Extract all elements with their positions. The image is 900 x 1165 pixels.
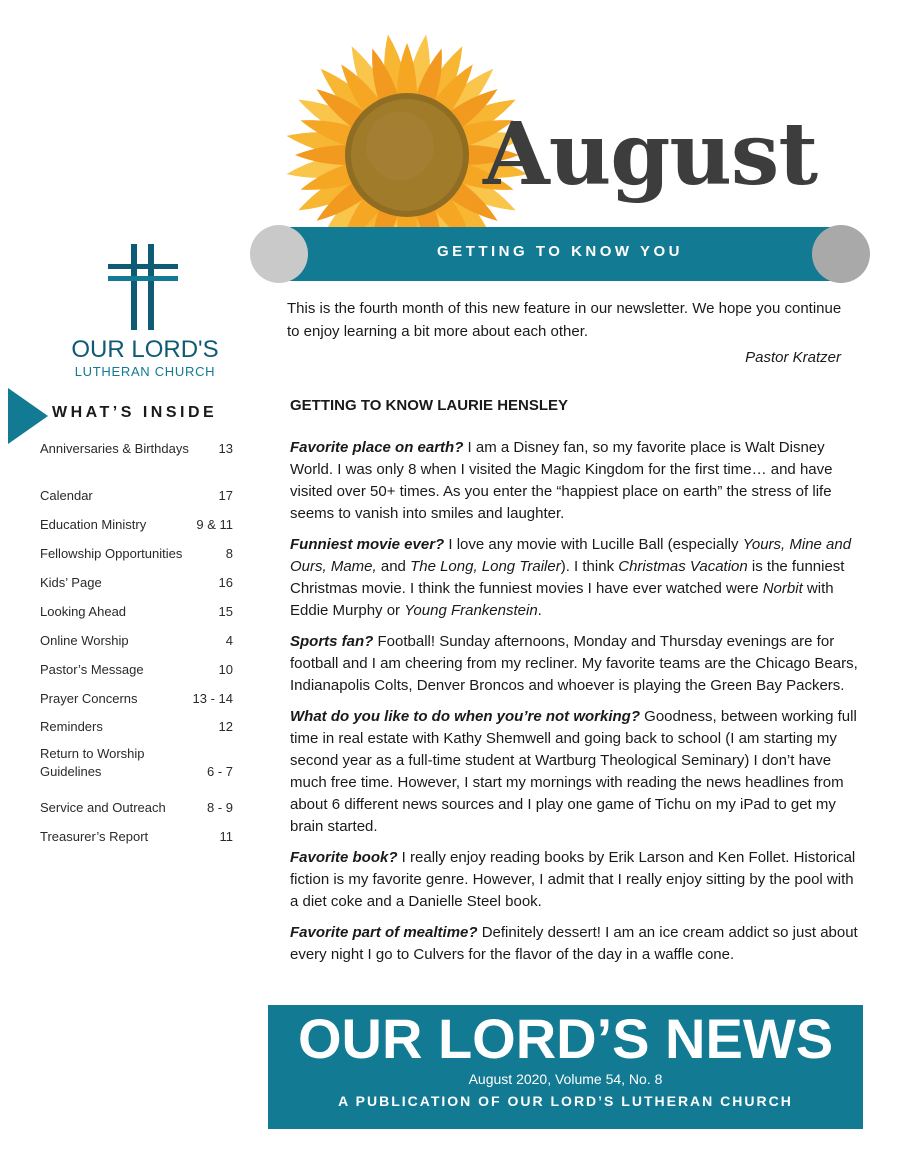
toc-item-page: 10 xyxy=(218,662,233,677)
toc-item xyxy=(40,828,235,846)
logo-subtitle: LUTHERAN CHURCH xyxy=(74,364,216,379)
qa-paragraph xyxy=(290,847,862,913)
qa-answer: I really enjoy reading books by Erik Larson and Ken Follet. Historical fiction is my favorite genre. However, I admit that I really enjoy sitting by the pool with a diet coke and a Danielle Steel book. xyxy=(290,849,856,910)
toc-item xyxy=(40,745,235,781)
qa-question: Favorite book? xyxy=(290,849,398,866)
toc-item-page: 8 - 9 xyxy=(206,800,233,815)
toc-item-page: 12 xyxy=(218,719,233,734)
toc-item-label: Calendar xyxy=(40,488,93,503)
toc-item-page: 8 xyxy=(225,546,233,561)
qa-paragraph xyxy=(290,631,862,697)
qa-answer: Yours, Mine and Ours, Mame, xyxy=(290,536,852,575)
toc-item-label: Prayer Concerns xyxy=(40,691,138,706)
qa-answer: I love any movie with Lucille Ball (especially xyxy=(444,536,743,553)
toc-item xyxy=(40,632,235,650)
toc-item-label: Reminders xyxy=(40,719,103,734)
section-banner xyxy=(250,225,870,283)
banner-title: GETTING TO KNOW YOU xyxy=(437,243,683,260)
toc-item xyxy=(40,487,235,505)
intro-signature: Pastor Kratzer xyxy=(745,349,841,366)
article-body xyxy=(290,437,862,975)
qa-paragraph xyxy=(290,437,862,525)
toc-item-label: Pastor’s Message xyxy=(40,662,144,677)
qa-answer: The Long, Long Trailer xyxy=(410,558,561,575)
toc-item-label: Fellowship Opportunities xyxy=(40,546,183,561)
arrow-right-icon xyxy=(8,388,48,444)
qa-answer: . xyxy=(537,602,542,619)
publication-line: A PUBLICATION OF OUR LORD’S LUTHERAN CHURCH xyxy=(338,1093,793,1109)
toc-item-page: 11 xyxy=(219,829,233,844)
qa-answer: I am a Disney fan, so my favorite place is Walt Disney World. I was only 8 when I visited the Magic Kingdom for the first time… and have visited over 50+ times. As you enter the “happiest place on earth” the stress of life seems to vanish into smiles and laughter. xyxy=(290,439,833,522)
qa-answer: Christmas Vacation xyxy=(618,558,748,575)
toc-item-label: Education Ministry xyxy=(40,517,147,532)
toc-item xyxy=(40,574,235,592)
toc-item xyxy=(40,440,235,458)
qa-answer: ). I think xyxy=(560,558,619,575)
newsletter-masthead xyxy=(268,1005,863,1129)
toc-item-page: 13 xyxy=(218,441,233,456)
toc-item xyxy=(40,516,235,534)
toc-item-page: 13 - 14 xyxy=(192,691,233,706)
toc-item xyxy=(40,799,235,817)
qa-paragraph xyxy=(290,706,862,838)
qa-question: Funniest movie ever? xyxy=(290,536,445,553)
qa-answer: Goodness, between working full time in real estate with Kathy Shemwell and going back to school (I am starting my second year as a full-time student at Wartburg Theological Seminary) I don’t have much free time. However, I start my mornings with reading the news headlines from about 6 different news sources and I play one game of Tichu on my iPad to get my brain started. xyxy=(290,708,857,835)
toc-item-label: Anniversaries & Birthdays xyxy=(40,441,189,456)
toc-item-page: 9 & 11 xyxy=(196,517,233,532)
church-logo xyxy=(50,240,240,385)
toc-item-label: Online Worship xyxy=(40,633,129,648)
toc-item-label: Return to Worship Guidelines xyxy=(40,746,145,779)
toc-item-page: 17 xyxy=(218,488,233,503)
toc-item-page: 6 - 7 xyxy=(206,764,233,779)
toc-item-label: Kids’ Page xyxy=(40,575,102,590)
issue-info: August 2020, Volume 54, No. 8 xyxy=(468,1071,663,1087)
toc-item-page: 15 xyxy=(218,604,233,619)
qa-paragraph xyxy=(290,534,862,622)
qa-answer: Young Frankenstein xyxy=(404,602,538,619)
toc-title: WHAT’S INSIDE xyxy=(52,404,218,421)
toc-item xyxy=(40,718,235,736)
qa-answer: Football! Sunday afternoons, Monday and Thursday evenings are for football and I am cheering from my recliner. My favorite teams are the Chicago Bears, Indianapolis Colts, Denver Broncos and whoever is playing the Green Bay Packers. xyxy=(290,633,858,694)
qa-question: Sports fan? xyxy=(290,633,374,650)
toc-item xyxy=(40,603,235,621)
intro-text: This is the fourth month of this new feature in our newsletter. We hope you continue to enjoy learning a bit more about each other. xyxy=(287,300,842,340)
toc-item-label: Looking Ahead xyxy=(40,604,127,619)
toc-item-label: Service and Outreach xyxy=(40,800,166,815)
qa-question: Favorite part of mealtime? xyxy=(290,924,478,941)
cross-icon xyxy=(108,244,178,330)
qa-paragraph xyxy=(290,922,862,966)
toc-item xyxy=(40,545,235,563)
article-heading: GETTING TO KNOW LAURIE HENSLEY xyxy=(290,397,569,414)
qa-answer: Norbit xyxy=(762,580,803,597)
qa-answer: and xyxy=(376,558,411,575)
month-title: August xyxy=(483,104,818,205)
newsletter-title: OUR LORD’S NEWS xyxy=(297,1007,834,1070)
qa-answer: with Eddie Murphy or xyxy=(290,580,834,619)
toc-item-label: Treasurer’s Report xyxy=(40,829,149,844)
qa-question: What do you like to do when you’re not working? xyxy=(290,708,640,725)
qa-answer: is the funniest Christmas movie. I think the funniest movies I have ever watched were xyxy=(290,558,845,597)
toc-item xyxy=(40,661,235,679)
qa-question: Favorite place on earth? xyxy=(290,439,464,456)
qa-answer: Definitely dessert! I am an ice cream addict so just about every night I go to Culvers for the flavor of the day in a waffle cone. xyxy=(290,924,858,963)
toc-item-page: 16 xyxy=(218,575,233,590)
logo-name: OUR LORD'S xyxy=(71,336,219,363)
toc-item-page: 4 xyxy=(225,633,233,648)
toc-item xyxy=(40,690,235,708)
